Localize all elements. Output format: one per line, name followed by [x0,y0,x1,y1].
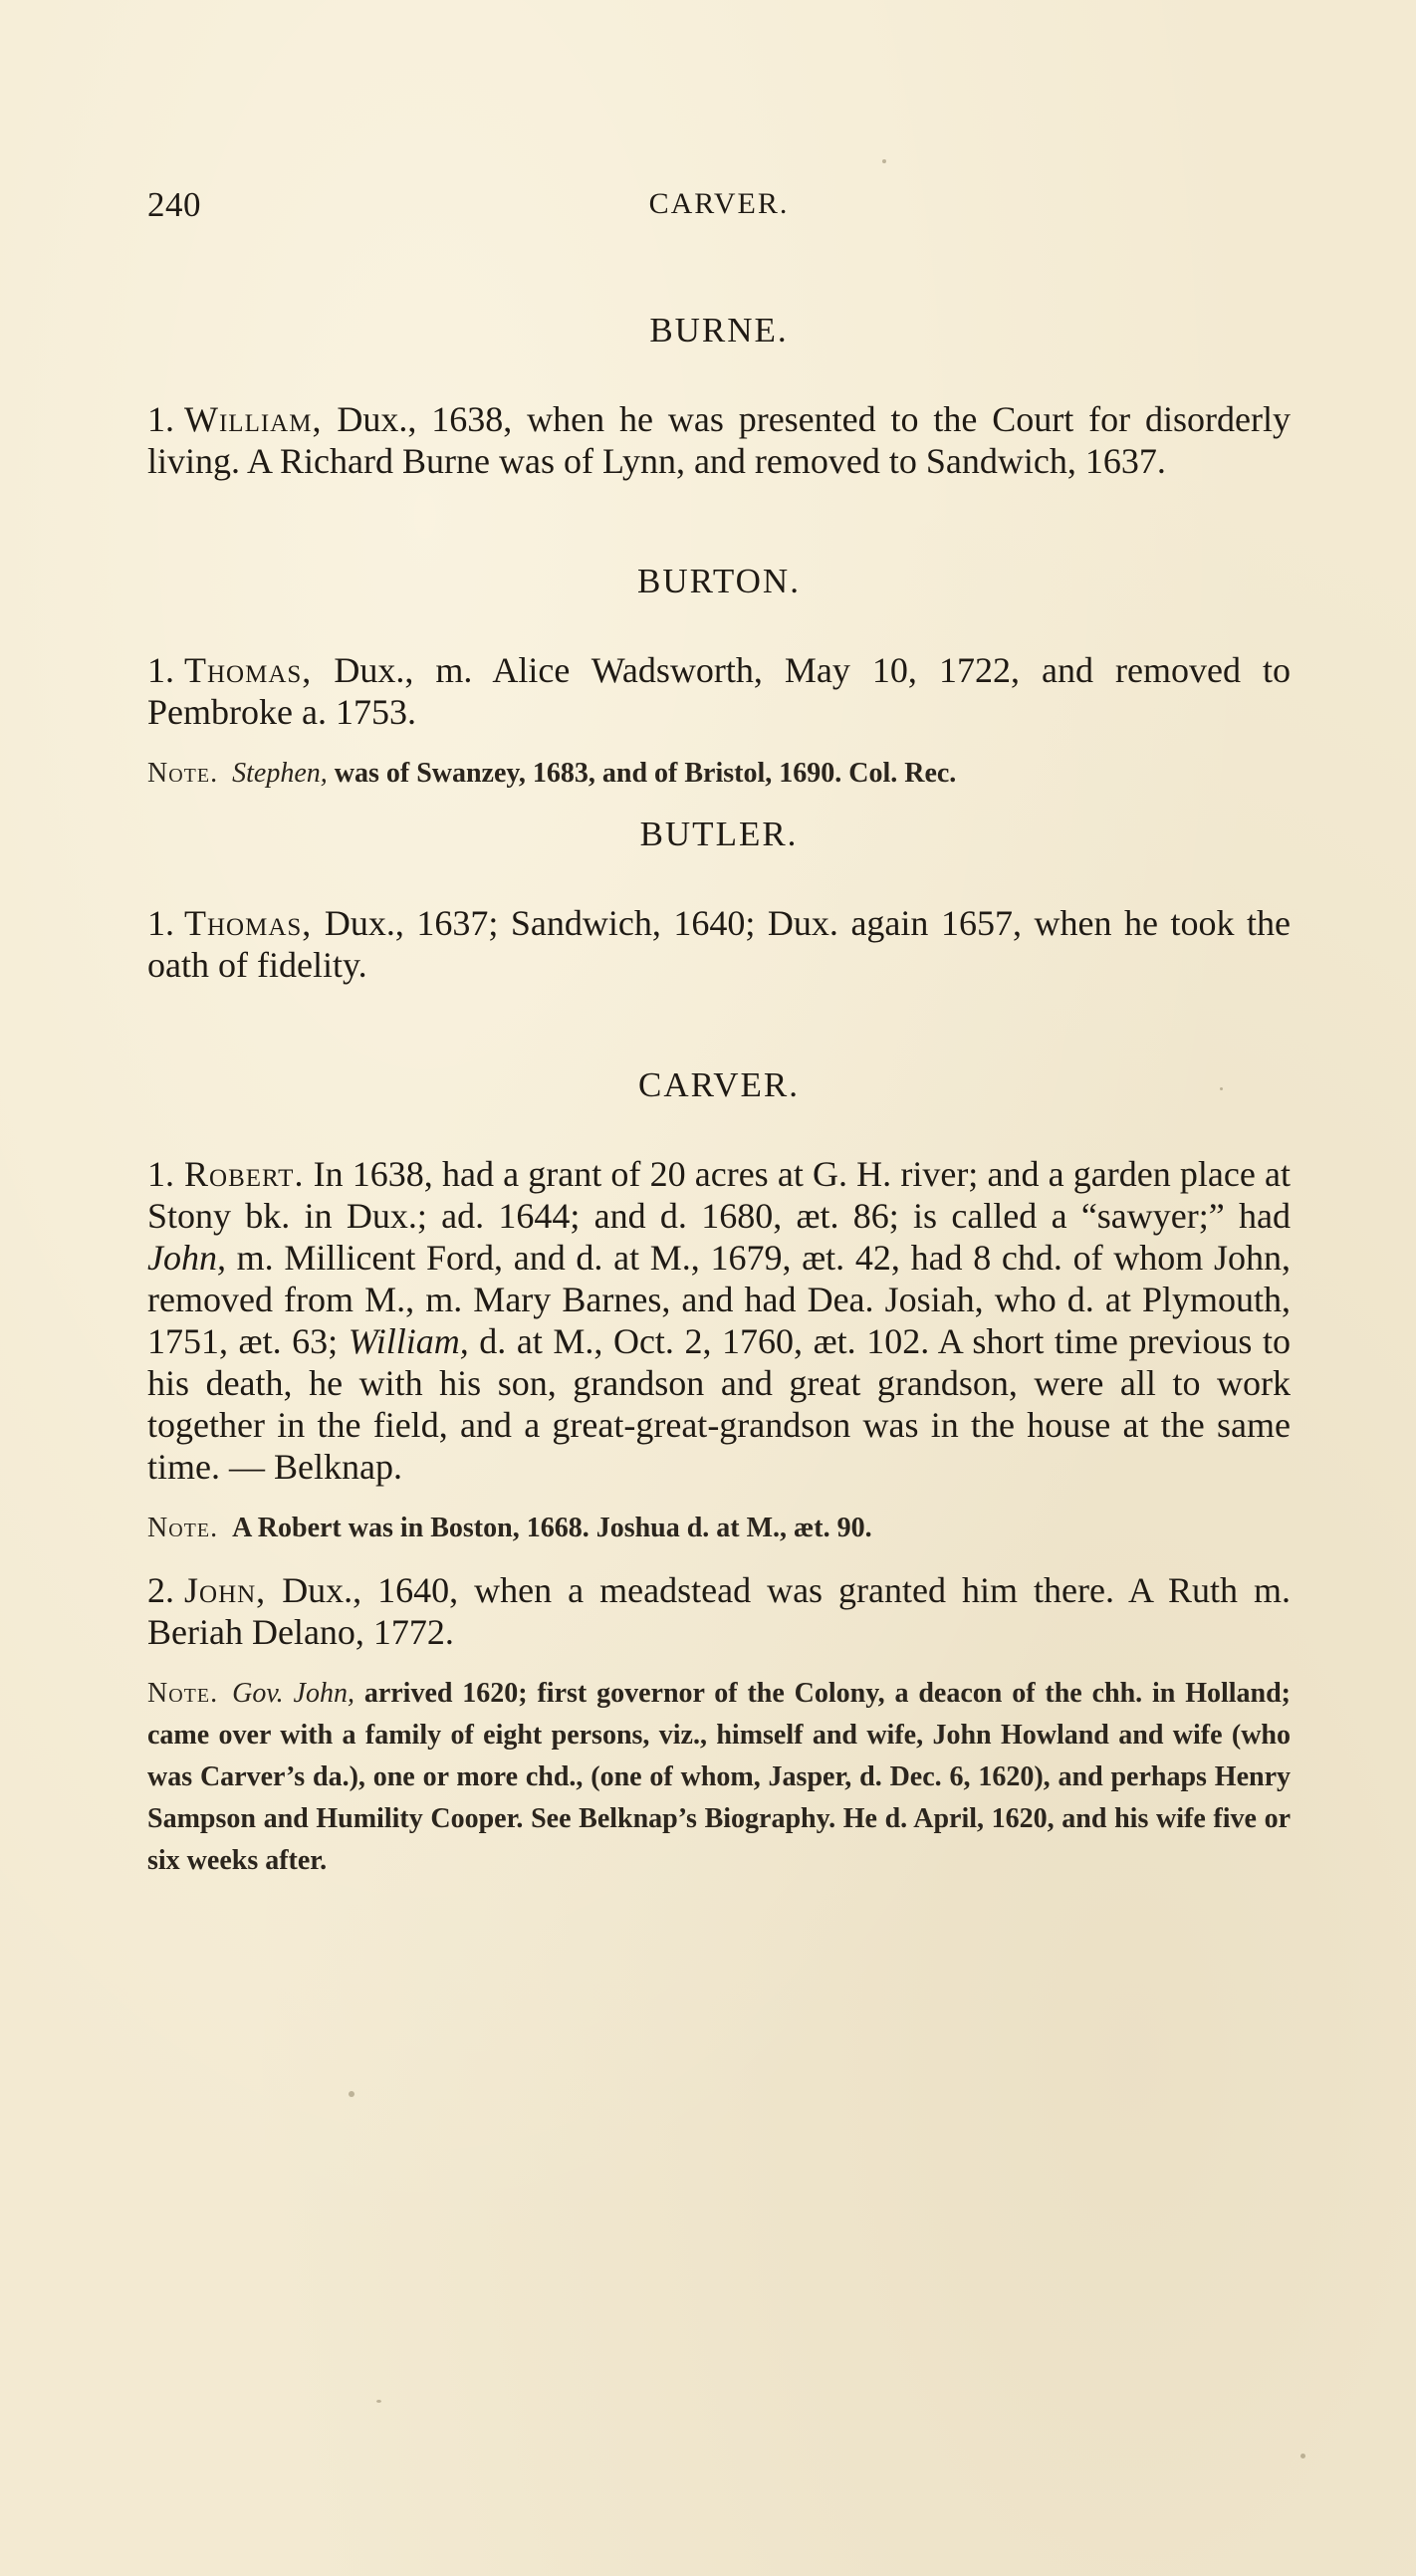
note-text: A Robert was in Boston, 1668. Joshua d. at M., æt. 90. [232,1513,872,1543]
note-carver-2 [147,1673,1291,1882]
note-italic-name: Gov. John, [232,1678,354,1709]
paper-speck [349,2091,354,2097]
entry-number: 1. [147,650,174,690]
paper-speck [882,159,886,163]
entry-number: 1. [147,399,174,439]
entry-number: 1. [147,1154,174,1194]
entry-name: John, [184,1570,267,1610]
running-head: CARVER. [648,187,790,220]
entry-number: 2. [147,1570,174,1610]
entry-name: William, [184,399,323,439]
entry-text: Dux., 1637; Sandwich, 1640; Dux. again 1657, when he took the oath of fidelity. [147,903,1291,985]
entry-text: m. Millicent Ford, and d. at M., 1679, æt. 42, had 8 chd. of whom John, removed from M., m. Mary Barnes, and had Dea. Josiah, who d. at Plymouth, 1751, æt. 63; [147,1238,1291,1361]
entry-burne-1 [147,398,1291,482]
entry-italic-name: John, [147,1238,226,1278]
note-label: Note. [147,758,219,789]
entry-name: Thomas, [184,903,313,943]
section-heading-butler: BUTLER. [639,815,799,853]
paper-speck [1220,1087,1223,1090]
paper-speck [1300,2454,1305,2459]
entry-name: Thomas, [184,650,313,690]
page-content [147,311,1291,1882]
page-number: 240 [147,185,201,224]
entry-carver-2 [147,1569,1291,1653]
entry-number: 1. [147,903,174,943]
note-burton [147,753,1291,795]
entry-name: Robert. [184,1154,305,1194]
note-text: arrived 1620; first governor of the Colony, a deacon of the chh. in Holland; came over with a family of eight persons, viz., himself and wife, John Howland and wife (who was Carver’s da.), one or more chd., (one of whom, Jasper, d. Dec. 6, 1620), and perhaps Henry Sampson and Humility Cooper. See Belknap’s Biography. He d. April, 1620, and his wife five or six weeks after. [147,1678,1291,1876]
entry-carver-1 [147,1153,1291,1488]
entry-text: Dux., 1638, when he was presented to the Court for disorderly living. A Richard Burne was of Lynn, and removed to Sandwich, 1637. [147,399,1291,481]
entry-text: d. at M., Oct. 2, 1760, æt. 102. A short time previous to his death, he with his son, grandson and great grandson, were all to work together in the field, and a great-great-grandson was in the house at the same time. — Belknap. [147,1321,1291,1487]
entry-text: Dux., 1640, when a meadstead was granted him there. A Ruth m. Beriah Delano, 1772. [147,1570,1291,1652]
entry-burton-1 [147,649,1291,733]
section-heading-carver: CARVER. [638,1065,800,1104]
entry-italic-name: William, [348,1321,469,1361]
note-italic-name: Stephen, [232,758,328,789]
page-header [147,185,1291,229]
note-carver-1 [147,1508,1291,1549]
section-heading-burne: BURNE. [649,311,789,350]
note-label: Note. [147,1513,219,1543]
entry-text: In 1638, had a grant of 20 acres at G. H. river; and a garden place at Stony bk. in Dux.; ad. 1644; and d. 1680, æt. 86; is called a “sawyer;” had [147,1154,1291,1236]
entry-butler-1 [147,902,1291,986]
section-heading-burton: BURTON. [637,562,801,600]
entry-text: Dux., m. Alice Wadsworth, May 10, 1722, and removed to Pembroke a. 1753. [147,650,1291,732]
paper-speck [376,2400,381,2403]
note-text: was of Swanzey, 1683, and of Bristol, 1690. Col. Rec. [327,758,957,789]
note-label: Note. [147,1678,219,1709]
